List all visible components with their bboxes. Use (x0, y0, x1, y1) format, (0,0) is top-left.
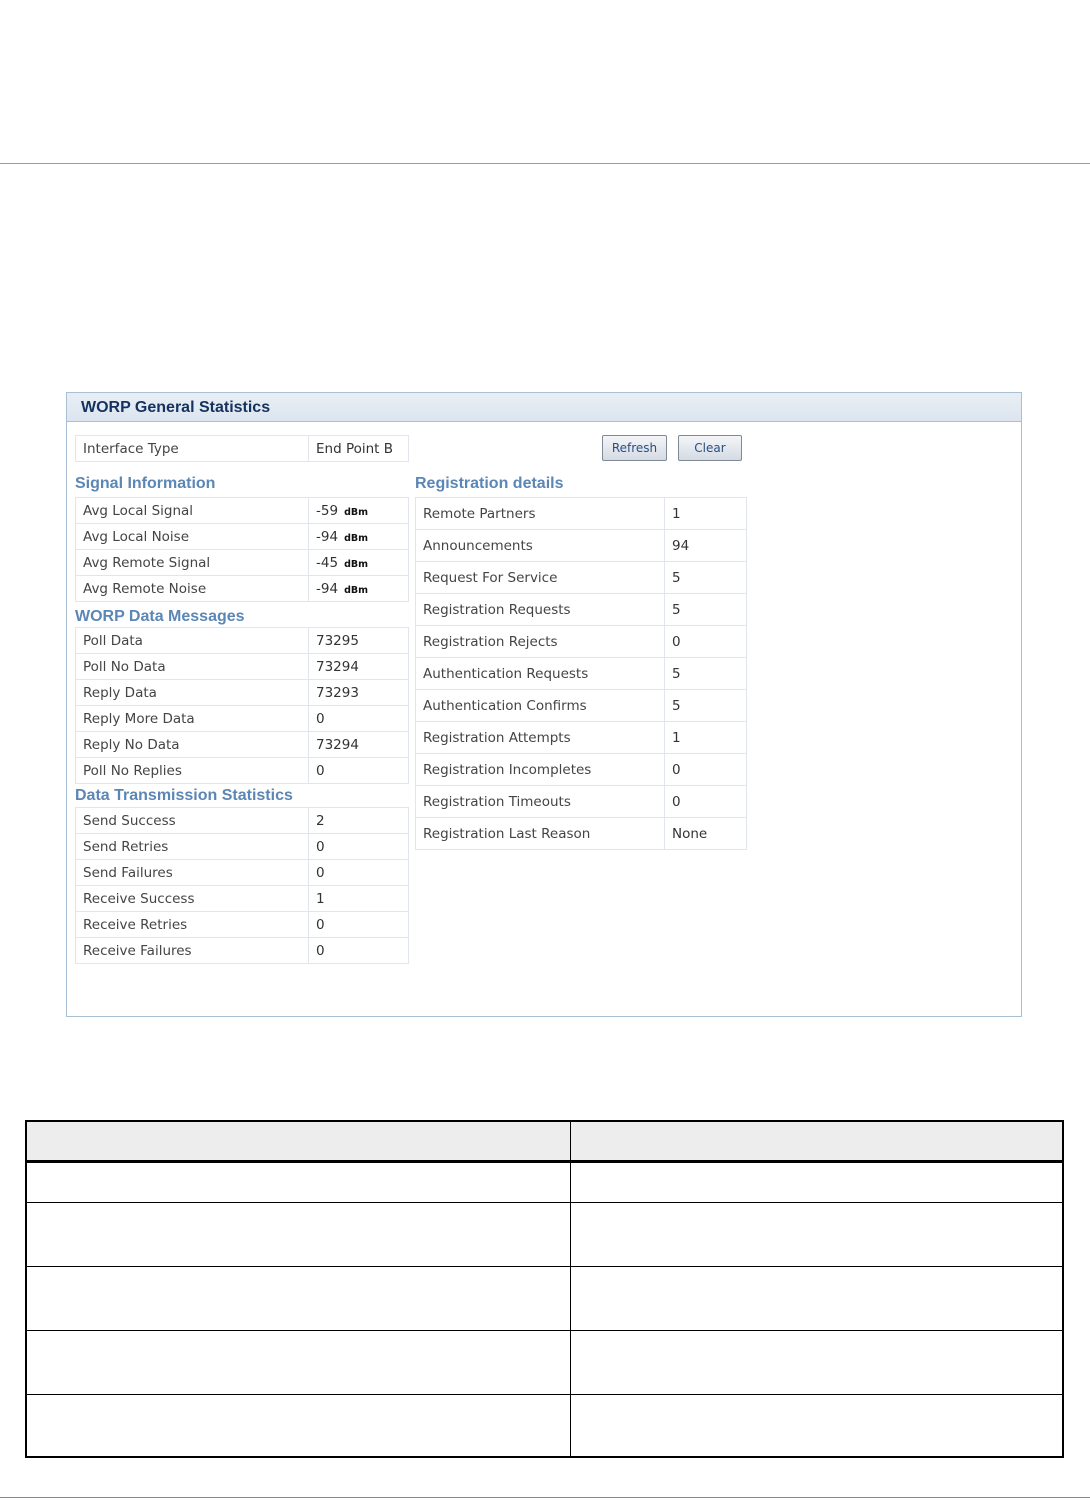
data-transmission-statistics-table (75, 807, 409, 964)
table-row (27, 1330, 1062, 1394)
table-row (76, 938, 409, 964)
signal-information-title: Signal Information (75, 475, 216, 492)
table-row (76, 680, 409, 706)
row-label: Receive Failures (76, 938, 309, 964)
table-row (416, 658, 747, 690)
registration-details-table (415, 497, 747, 850)
row-value: 0 (309, 758, 409, 784)
bottom-divider (0, 1497, 1090, 1498)
table-row (416, 626, 747, 658)
unit-label: dBm (344, 558, 369, 570)
row-label: Avg Remote Noise (76, 576, 309, 602)
row-value (309, 524, 409, 550)
table-row (27, 1394, 1062, 1456)
data-transmission-statistics-title: Data Transmission Statistics (75, 787, 293, 804)
interface-type-table (75, 435, 409, 462)
row-value: 5 (665, 594, 747, 626)
refresh-button[interactable]: Refresh (602, 435, 667, 461)
row-value: 0 (665, 786, 747, 818)
table-row (76, 758, 409, 784)
table-row (416, 690, 747, 722)
table-cell (570, 1203, 1062, 1266)
row-label: Poll No Data (76, 654, 309, 680)
table-row (76, 912, 409, 938)
row-value: 1 (309, 886, 409, 912)
document-table (25, 1120, 1064, 1458)
row-label: Poll Data (76, 628, 309, 654)
row-label: Authentication Requests (416, 658, 665, 690)
clear-button[interactable]: Clear (678, 435, 742, 461)
row-value: 5 (665, 562, 747, 594)
table-row (416, 498, 747, 530)
row-value (309, 498, 409, 524)
signal-value: -94 (316, 580, 339, 597)
interface-type-label: Interface Type (76, 436, 309, 462)
top-divider (0, 163, 1090, 164)
row-label: Registration Rejects (416, 626, 665, 658)
row-label: Request For Service (416, 562, 665, 594)
table-row (76, 576, 409, 602)
table-cell (570, 1331, 1062, 1394)
table-row (76, 524, 409, 550)
table-cell (27, 1203, 570, 1266)
table-header-cell (570, 1122, 1062, 1160)
table-row (416, 722, 747, 754)
table-row (76, 498, 409, 524)
table-row (76, 654, 409, 680)
table-header-row (27, 1122, 1062, 1162)
signal-value: -94 (316, 528, 339, 545)
table-row (416, 786, 747, 818)
row-label: Announcements (416, 530, 665, 562)
row-value: 0 (309, 938, 409, 964)
signal-value: -59 (316, 502, 339, 519)
row-label: Registration Attempts (416, 722, 665, 754)
table-row (416, 594, 747, 626)
interface-type-value: End Point B (309, 436, 409, 462)
row-label: Reply No Data (76, 732, 309, 758)
worp-data-messages-title: WORP Data Messages (75, 608, 245, 625)
row-label: Authentication Confirms (416, 690, 665, 722)
row-label: Send Success (76, 808, 309, 834)
unit-label: dBm (344, 506, 369, 518)
row-value: 1 (665, 498, 747, 530)
table-cell (27, 1163, 570, 1202)
row-value: 0 (309, 912, 409, 938)
table-row (76, 628, 409, 654)
table-cell (570, 1267, 1062, 1330)
row-value: 73293 (309, 680, 409, 706)
row-value: 73295 (309, 628, 409, 654)
row-value: 73294 (309, 654, 409, 680)
worp-data-messages-table (75, 627, 409, 784)
unit-label: dBm (344, 532, 369, 544)
registration-details-title: Registration details (415, 475, 564, 492)
table-row (27, 1202, 1062, 1266)
table-row (76, 834, 409, 860)
row-label: Receive Retries (76, 912, 309, 938)
row-value: 0 (665, 754, 747, 786)
row-label: Registration Incompletes (416, 754, 665, 786)
row-value: 1 (665, 722, 747, 754)
row-value: 0 (665, 626, 747, 658)
unit-label: dBm (344, 584, 369, 596)
row-value: 0 (309, 706, 409, 732)
row-label: Poll No Replies (76, 758, 309, 784)
table-cell (570, 1163, 1062, 1202)
row-value: 0 (309, 860, 409, 886)
row-label: Avg Local Signal (76, 498, 309, 524)
signal-value: -45 (316, 554, 339, 571)
table-row (76, 860, 409, 886)
row-value: 73294 (309, 732, 409, 758)
table-row (76, 732, 409, 758)
row-label: Receive Success (76, 886, 309, 912)
table-row (76, 886, 409, 912)
row-value: 94 (665, 530, 747, 562)
panel-title: WORP General Statistics (67, 393, 1021, 422)
signal-information-table (75, 497, 409, 602)
table-cell (27, 1395, 570, 1456)
table-row (416, 530, 747, 562)
table-cell (27, 1267, 570, 1330)
row-value: 5 (665, 658, 747, 690)
row-label: Avg Local Noise (76, 524, 309, 550)
row-label: Send Retries (76, 834, 309, 860)
row-label: Avg Remote Signal (76, 550, 309, 576)
row-label: Registration Last Reason (416, 818, 665, 850)
table-cell (570, 1395, 1062, 1456)
table-header-cell (27, 1122, 570, 1160)
row-value (309, 576, 409, 602)
table-row (76, 550, 409, 576)
table-cell (27, 1331, 570, 1394)
table-row (76, 808, 409, 834)
row-label: Send Failures (76, 860, 309, 886)
table-row (416, 818, 747, 850)
row-value: None (665, 818, 747, 850)
row-value (309, 550, 409, 576)
row-value: 5 (665, 690, 747, 722)
table-row (27, 1162, 1062, 1202)
row-label: Reply More Data (76, 706, 309, 732)
row-label: Registration Timeouts (416, 786, 665, 818)
row-value: 2 (309, 808, 409, 834)
row-label: Registration Requests (416, 594, 665, 626)
row-label: Remote Partners (416, 498, 665, 530)
row-label: Reply Data (76, 680, 309, 706)
table-row (416, 562, 747, 594)
table-row (76, 706, 409, 732)
row-value: 0 (309, 834, 409, 860)
table-row (416, 754, 747, 786)
table-row (27, 1266, 1062, 1330)
